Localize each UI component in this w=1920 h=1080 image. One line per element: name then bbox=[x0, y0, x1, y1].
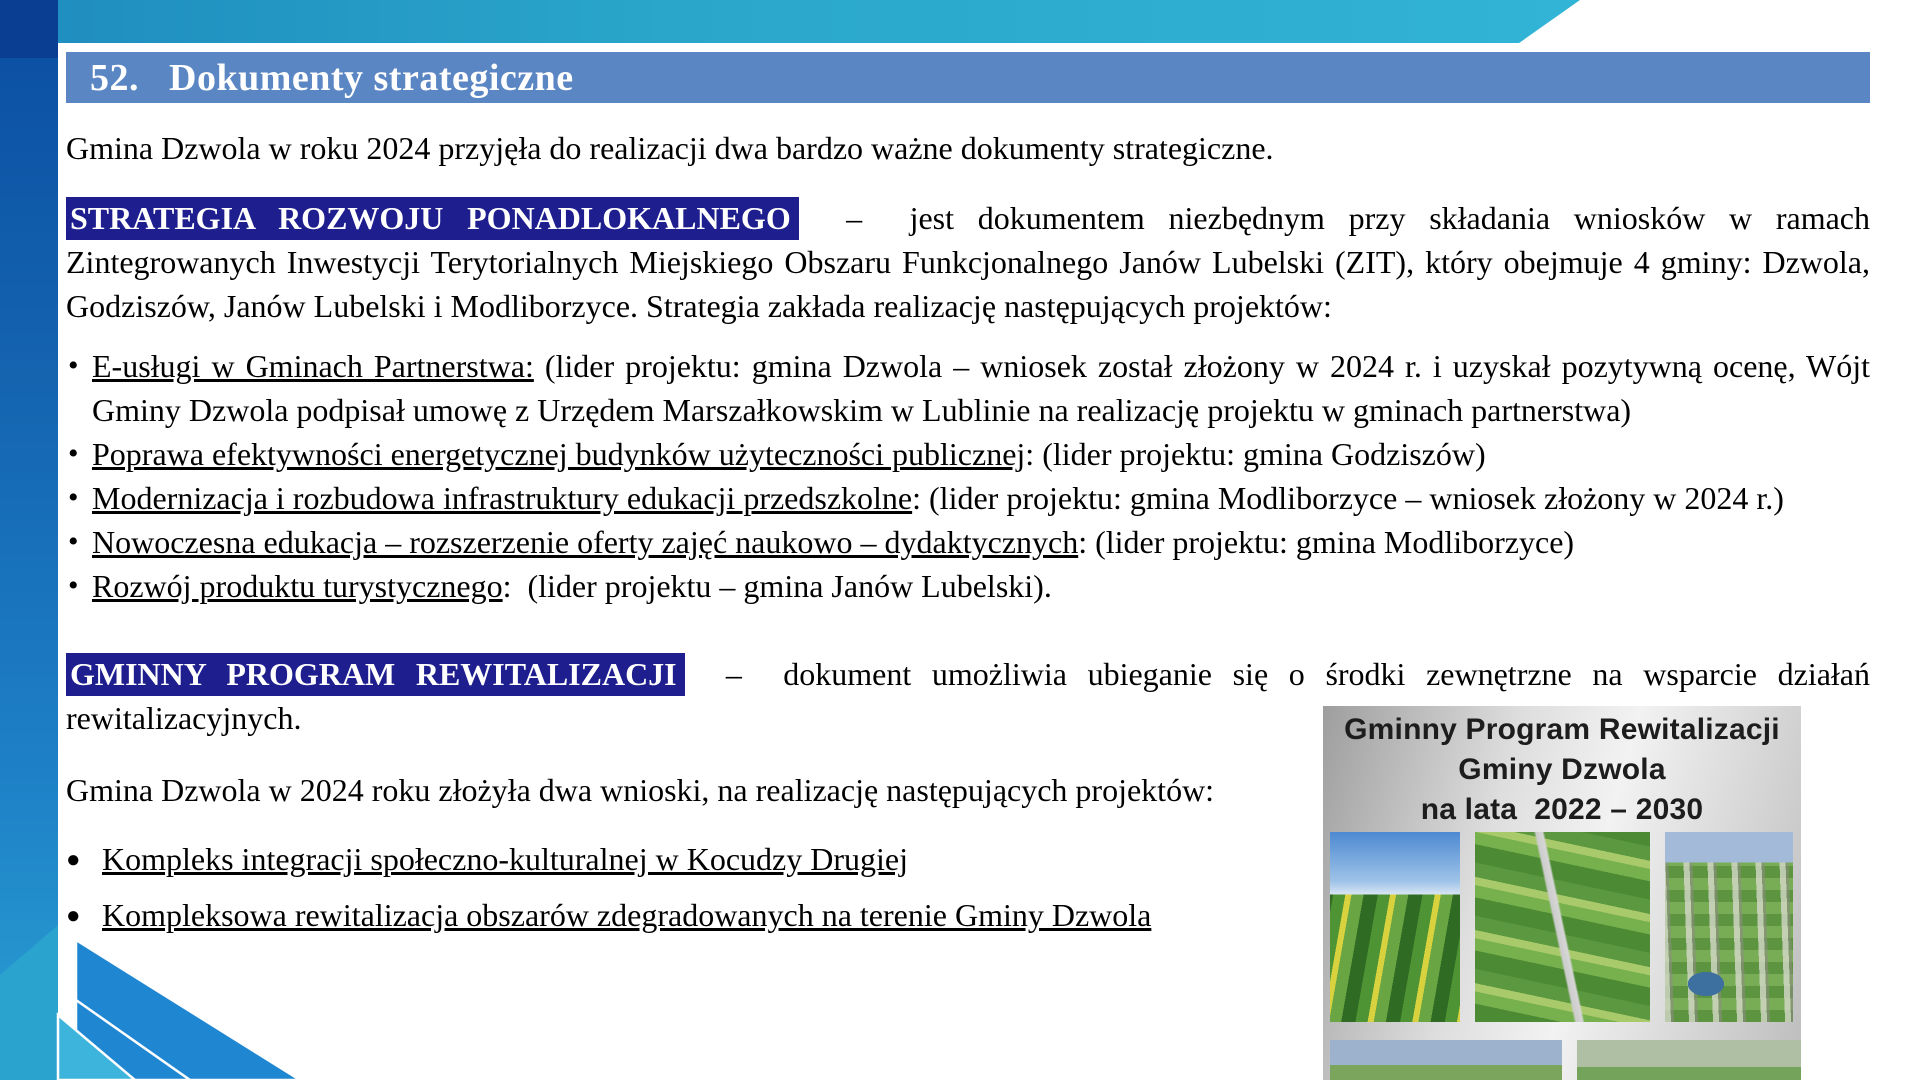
teal-wedge-shape bbox=[0, 925, 58, 1080]
rewitalizacja-bullet-list bbox=[66, 836, 1316, 948]
photo-aerial-village-panorama bbox=[1330, 1040, 1562, 1080]
bullet-title: Poprawa efektywności energetycznej budynków użyteczności publicznej bbox=[92, 436, 1026, 472]
photo-aerial-fields bbox=[1330, 832, 1460, 1022]
poster-photo-row-2 bbox=[1330, 1040, 1801, 1080]
strategia-bullet-list bbox=[66, 344, 1879, 608]
list-item bbox=[66, 892, 1316, 938]
bullet-title: E-usługi w Gminach Partnerstwa: bbox=[92, 348, 534, 384]
rewitalizacja-highlight: GMINNY PROGRAM REWITALIZACJI bbox=[66, 653, 685, 696]
poster-title-line2: Gminy Dzwola bbox=[1458, 753, 1666, 786]
poster-title-line3: na lata 2022 – 2030 bbox=[1420, 793, 1704, 826]
photo-aerial-fields-panorama bbox=[1577, 1040, 1801, 1080]
gpr-poster-image bbox=[1323, 706, 1801, 1080]
bullet-title: Modernizacja i rozbudowa infrastruktury edukacji przedszkolne bbox=[92, 480, 913, 516]
bullet-text: : (lider projektu: gmina Godziszów) bbox=[1025, 436, 1486, 472]
intro-paragraph bbox=[66, 126, 1870, 170]
bullet-title: Nowoczesna edukacja – rozszerzenie oferty zajęć naukowo – dydaktycznych bbox=[92, 524, 1079, 560]
wnioski-paragraph bbox=[66, 768, 1316, 812]
wnioski-text: Gmina Dzwola w 2024 roku złożyła dwa wnioski, na realizację następujących projektów: bbox=[66, 772, 1215, 808]
slide-title: 52. Dokumenty strategiczne bbox=[90, 56, 574, 99]
list-item bbox=[66, 520, 1870, 564]
list-item bbox=[66, 344, 1879, 432]
photo-aerial-town-pond bbox=[1665, 832, 1793, 1022]
rewitalizacja-text: – dokument umożliwia ubieganie się o środki zewnętrzne na wsparcie działań rewitalizacyjnych. bbox=[66, 656, 1879, 736]
bullet-text: : (lider projektu: gmina Modliborzyce – wniosek złożony w 2024 r.) bbox=[912, 480, 1784, 516]
bullet-title: Kompleks integracji społeczno-kulturalnej w Kocudzy Drugiej bbox=[102, 841, 908, 877]
poster-title-line1: Gminny Program Rewitalizacji bbox=[1344, 713, 1780, 746]
strategia-highlight: STRATEGIA ROZWOJU PONADLOKALNEGO bbox=[66, 197, 799, 240]
list-item bbox=[66, 836, 1316, 882]
bullet-text: : (lider projektu – gmina Janów Lubelski). bbox=[502, 568, 1052, 604]
poster-title bbox=[1323, 706, 1801, 830]
bullet-title: Rozwój produktu turystycznego bbox=[92, 568, 503, 604]
bullet-text: (lider projektu: gmina Dzwola – wniosek został złożony w 2024 r. i uzyskał pozytywną ocenę, Wójt Gminy Dzwola podpisał umowę z Urzędem Marszałkowskim w Lublinie na realizację projektu w gminach partnerstwa) bbox=[92, 348, 1879, 428]
photo-aerial-village-road bbox=[1475, 832, 1650, 1022]
top-left-corner-square bbox=[0, 0, 58, 58]
strategia-paragraph bbox=[66, 196, 1879, 328]
list-item bbox=[66, 432, 1870, 476]
bullet-text: : (lider projektu: gmina Modliborzyce) bbox=[1078, 524, 1575, 560]
top-cyan-band bbox=[58, 0, 1580, 43]
left-accent-bar bbox=[0, 0, 58, 1080]
poster-photo-row-1 bbox=[1330, 832, 1801, 1022]
list-item bbox=[66, 564, 1870, 608]
list-item bbox=[66, 476, 1870, 520]
intro-text: Gmina Dzwola w roku 2024 przyjęła do realizacji dwa bardzo ważne dokumenty strategiczne. bbox=[66, 130, 1274, 166]
strategia-text: – jest dokumentem niezbędnym przy składania wniosków w ramach Zintegrowanych Inwestycji Terytorialnych Miejskiego Obszaru Funkcjonalnego Janów Lubelski (ZIT), który obejmuje 4 gminy: Dzwola, Godziszów, Janów Lubelski i Modliborzyce. Strategia zakłada realizację następujących projektów: bbox=[66, 200, 1879, 324]
slide-title-bar bbox=[66, 52, 1870, 103]
bullet-title: Kompleksowa rewitalizacja obszarów zdegradowanych na terenie Gminy Dzwola bbox=[102, 897, 1152, 933]
